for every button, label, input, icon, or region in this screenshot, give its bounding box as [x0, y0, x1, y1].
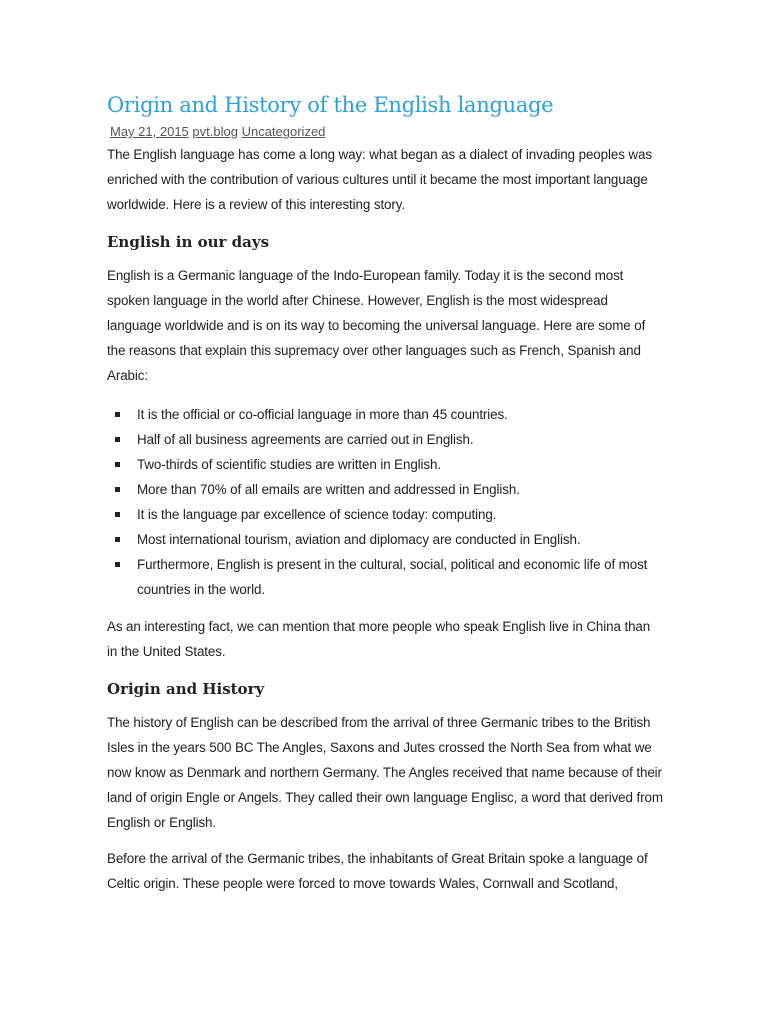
list-item: Most international tourism, aviation and diplomacy are conducted in English.: [137, 527, 663, 552]
reasons-list: [107, 402, 663, 602]
list-item: It is the language par excellence of science today: computing.: [137, 502, 663, 527]
post-date-link[interactable]: May 21, 2015: [110, 124, 189, 139]
author-link[interactable]: pvt.blog: [192, 124, 238, 139]
list-item: Half of all business agreements are carried out in English.: [137, 427, 663, 452]
list-item: Two-thirds of scientific studies are written in English.: [137, 452, 663, 477]
list-item: It is the official or co-official language in more than 45 countries.: [137, 402, 663, 427]
section-heading-origin-history: Origin and History: [107, 680, 265, 698]
interesting-fact-paragraph: As an interesting fact, we can mention that more people who speak English live in China than in the United States.: [107, 619, 651, 659]
category-link[interactable]: Uncategorized: [241, 124, 326, 139]
post-meta: [110, 122, 663, 142]
history-paragraph-1: The history of English can be described from the arrival of three Germanic tribes to the British Isles in the years 500 BC The Angles, Saxons and Jutes crossed the North Sea from what we now know as Denmark and northern Germany. The Angles received that name because of their land of origin Engle or Angels. They called their own language Englisc, a word that derived from English or English.: [107, 715, 663, 830]
section1-paragraph: English is a Germanic language of the Indo-European family. Today it is the second most spoken language in the world after Chinese. However, English is the most widespread language worldwide and is on its way to becoming the universal language. Here are some of the reasons that explain this supremacy over other languages such as French, Spanish and Arabic:: [107, 268, 646, 383]
article: [107, 88, 663, 907]
list-item: More than 70% of all emails are written and addressed in English.: [137, 477, 663, 502]
history-paragraph-2: Before the arrival of the Germanic tribes, the inhabitants of Great Britain spoke a language of Celtic origin. These people were forced to move towards Wales, Cornwall and Scotland,: [107, 851, 648, 891]
reasons-list-wrap: [107, 402, 663, 602]
intro-paragraph: The English language has come a long way: what began as a dialect of invading peoples was enriched with the contribution of various cultures until it became the most important language worldwide. Here is a review of this interesting story.: [107, 147, 652, 212]
article-title: Origin and History of the English language: [107, 93, 554, 117]
list-item: Furthermore, English is present in the cultural, social, political and economic life of most countries in the world.: [137, 552, 663, 602]
section-heading-english-today: English in our days: [107, 233, 270, 251]
